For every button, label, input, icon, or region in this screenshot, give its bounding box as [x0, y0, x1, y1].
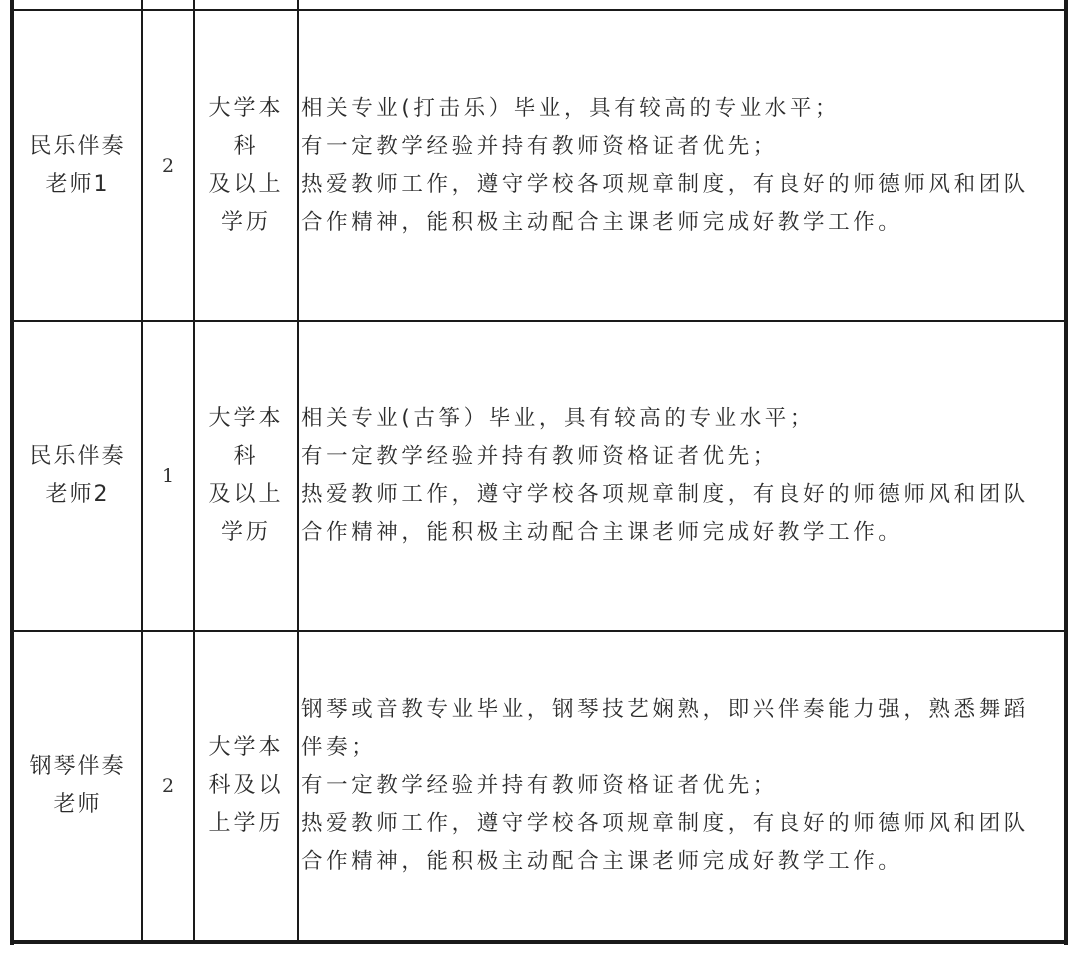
requirement-line: 合作精神，能积极主动配合主课老师完成好教学工作。: [301, 209, 904, 235]
requirements-cell: [299, 632, 1064, 940]
position-name: 钢琴伴奏 老师: [29, 754, 126, 817]
requirement-line: 相关专业(打击乐）毕业，具有较高的专业水平；: [301, 95, 841, 121]
table-row: [14, 11, 141, 320]
table-row: [14, 632, 141, 940]
requirements-list: [301, 90, 1029, 242]
headcount-cell: [143, 632, 193, 940]
headcount-cell: [143, 11, 193, 320]
requirements-cell: [299, 11, 1064, 320]
headcount: 2: [161, 775, 175, 797]
requirement-line: 有一定教学经验并持有教师资格证者优先；: [301, 133, 778, 159]
requirements-list: [301, 691, 1029, 881]
requirement-line: 有一定教学经验并持有教师资格证者优先；: [301, 773, 778, 798]
requirement-line: 有一定教学经验并持有教师资格证者优先；: [301, 444, 778, 469]
headcount: 1: [161, 465, 175, 487]
requirement-line: 热爱教师工作，遵守学校各项规章制度，有良好的师德师风和团队: [301, 482, 1029, 507]
requirement-line: 伴奏；: [301, 735, 377, 760]
requirement-line: 钢琴或音教专业毕业，钢琴技艺娴熟，即兴伴奏能力强，熟悉舞蹈: [301, 697, 1029, 722]
table-border-right: [1064, 0, 1068, 945]
table-border-bottom: [10, 940, 1068, 944]
position-name: 民乐伴奏 老师2: [29, 444, 126, 507]
requirements-list: [301, 400, 1029, 552]
table-row: [14, 322, 141, 630]
requirement-line: 合作精神，能积极主动配合主课老师完成好教学工作。: [301, 520, 904, 545]
requirement-line: 合作精神，能积极主动配合主课老师完成好教学工作。: [301, 849, 904, 874]
position-name: 民乐伴奏 老师1: [29, 133, 126, 197]
headcount: 2: [161, 154, 175, 177]
requirements-cell: [299, 322, 1064, 630]
requirement-line: 热爱教师工作，遵守学校各项规章制度，有良好的师德师风和团队: [301, 171, 1029, 197]
headcount-cell: [143, 322, 193, 630]
education-requirement: 大学本 科 及以上 学历: [208, 95, 284, 235]
education-cell: [195, 632, 297, 940]
requirement-line: 热爱教师工作，遵守学校各项规章制度，有良好的师德师风和团队: [301, 811, 1029, 836]
education-requirement: 大学本 科及以 上学历: [208, 735, 284, 836]
education-cell: [195, 11, 297, 320]
education-cell: [195, 322, 297, 630]
requirement-line: 相关专业(古筝）毕业，具有较高的专业水平；: [301, 406, 815, 431]
education-requirement: 大学本 科 及以上 学历: [208, 406, 284, 545]
